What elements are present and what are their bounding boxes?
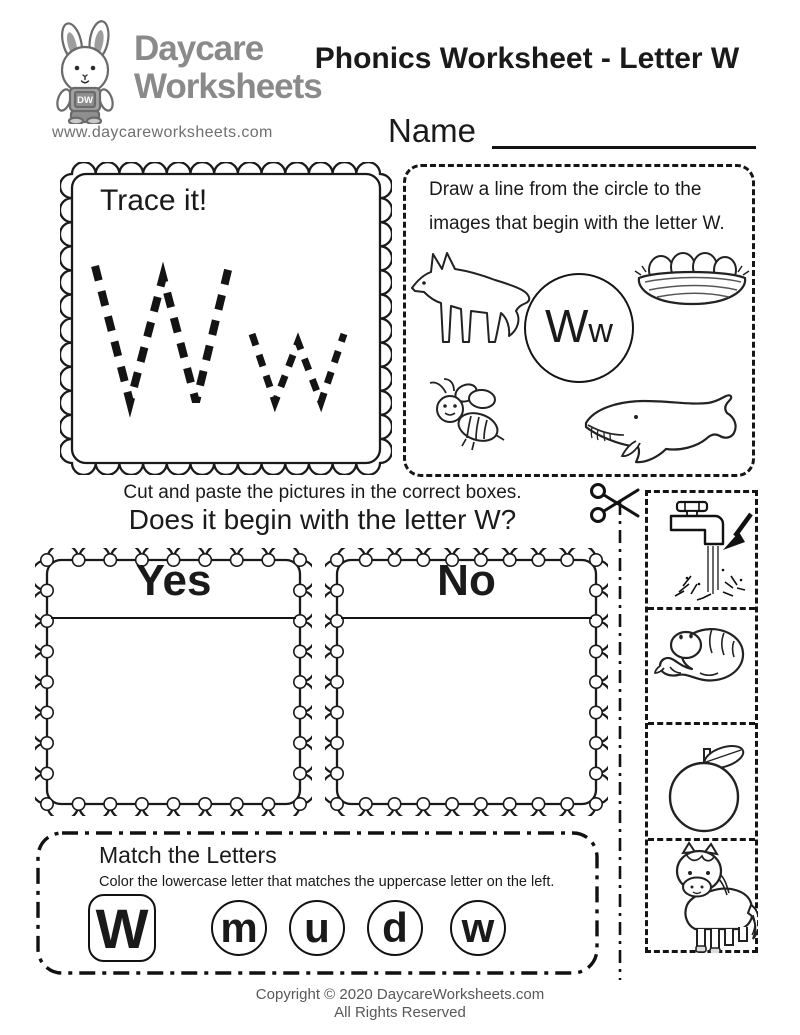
- copyright-line: Copyright © 2020 DaycareWorksheets.com: [255, 986, 545, 1003]
- dashed-trace-letters: [60, 162, 392, 475]
- brand-line1: Daycare: [134, 29, 264, 68]
- water-faucet-image: [653, 498, 755, 604]
- option-letter-w: w: [450, 900, 506, 956]
- draw-line-section: [403, 164, 755, 477]
- option-letter-m: m: [211, 900, 267, 956]
- match-instruction: Color the lowercase letter that matches the uppercase letter on the left.: [99, 874, 555, 890]
- circle-lowercase-w: w: [588, 312, 613, 350]
- draw-instruction-line2: images that begin with the letter W.: [429, 213, 725, 234]
- match-letters-section: [35, 830, 600, 976]
- trace-title: Trace it!: [100, 184, 208, 217]
- brand-line2: Worksheets: [134, 67, 322, 106]
- name-label: Name: [388, 112, 477, 149]
- cut-paste-instruction: Cut and paste the pictures in the correct boxes.: [123, 482, 522, 503]
- orange-image: [658, 729, 750, 835]
- logo-badge: DW: [77, 95, 93, 106]
- yes-box: [35, 548, 312, 816]
- cut-guide-line: [615, 502, 625, 980]
- cutout-divider: [648, 607, 755, 610]
- no-box: [325, 548, 608, 816]
- worm-image: [654, 615, 754, 701]
- no-label: No: [437, 556, 496, 605]
- whale-image: [578, 393, 746, 471]
- no-divider-line: [341, 617, 592, 619]
- page-title: Phonics Worksheet - Letter W: [314, 42, 740, 75]
- option-letter-d: d: [367, 900, 423, 956]
- rights-line: All Rights Reserved: [334, 1004, 466, 1021]
- bee-image: [426, 377, 506, 453]
- cutout-column: [645, 490, 758, 953]
- cutout-divider: [648, 722, 755, 725]
- trace-section: [60, 162, 392, 475]
- uppercase-letter-tile: W: [88, 894, 156, 962]
- wolf-image: [408, 241, 536, 347]
- yes-label: Yes: [135, 556, 212, 605]
- yes-divider-line: [51, 617, 296, 619]
- letter-circle: [524, 273, 634, 383]
- bunny-logo-icon: [42, 20, 136, 124]
- nest-with-eggs-image: [634, 251, 750, 311]
- name-blank-line: [492, 146, 756, 149]
- horse-image: [653, 841, 757, 953]
- site-url: www.daycareworksheets.com: [52, 124, 273, 141]
- draw-instruction-line1: Draw a line from the circle to the: [429, 179, 702, 200]
- match-title: Match the Letters: [99, 842, 277, 868]
- option-letter-u: u: [289, 900, 345, 956]
- begin-with-question: Does it begin with the letter W?: [128, 504, 517, 535]
- circle-uppercase-w: W: [545, 300, 589, 352]
